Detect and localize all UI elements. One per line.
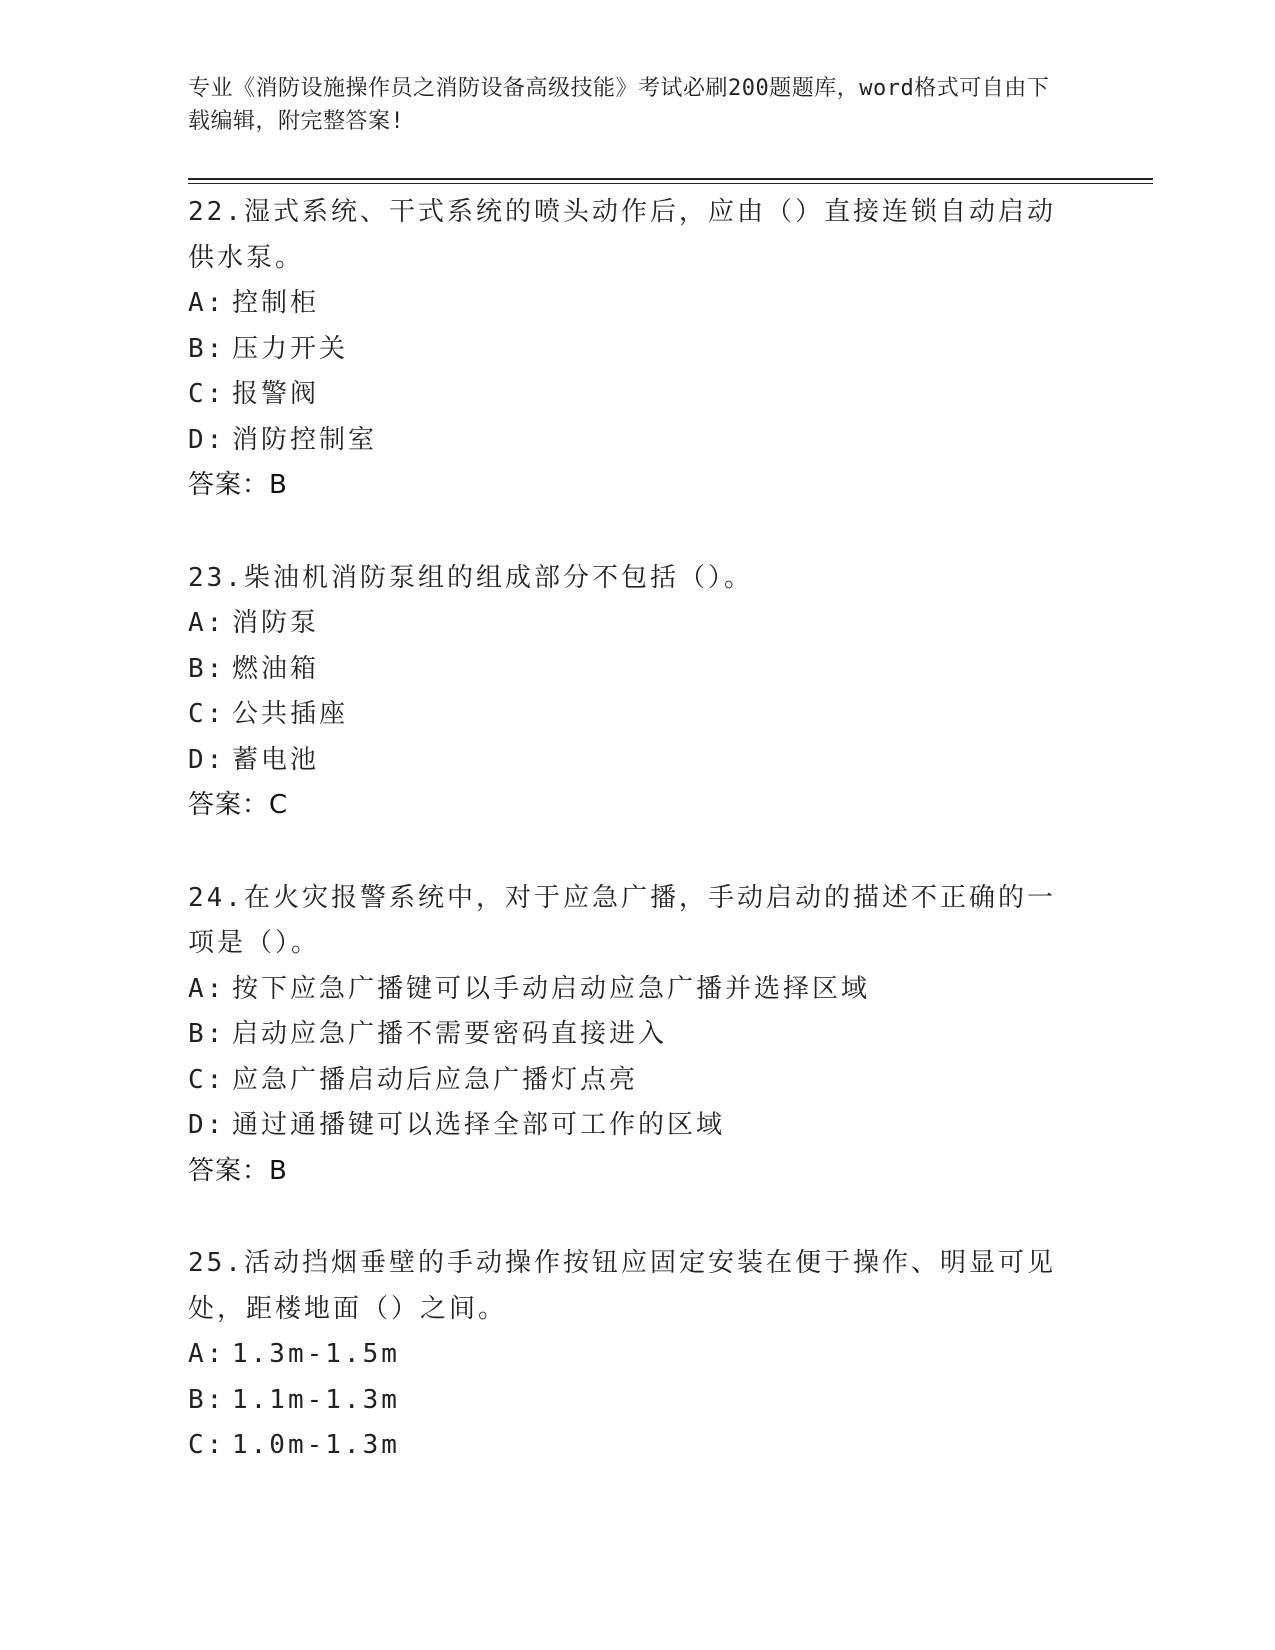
option-text: 报警阀 <box>232 379 320 409</box>
option-letter: B: <box>188 653 226 684</box>
option-d <box>188 418 1078 464</box>
option-text: 压力开关 <box>232 333 349 364</box>
option-text: 消防泵 <box>232 608 320 638</box>
answer-line: 答案：C <box>188 790 289 820</box>
option-a <box>188 601 1078 647</box>
option-a <box>188 967 1078 1013</box>
option-letter: D: <box>188 424 226 455</box>
question-stem: 24.在火灾报警系统中，对于应急广播，手动启动的描述不正确的一项是（）。 <box>188 882 1056 958</box>
question-stem: 22.湿式系统、干式系统的喷头动作后，应由（）直接连锁自动启动供水泵。 <box>188 197 1056 273</box>
option-text: 1.0m-1.3m <box>232 1430 400 1460</box>
question-item <box>188 1241 1078 1469</box>
option-d <box>188 738 1078 784</box>
answer-line: 答案：B <box>188 1155 288 1186</box>
question-item <box>188 876 1078 1195</box>
option-text: 按下应急广播键可以手动启动应急广播并选择区域 <box>232 973 871 1004</box>
option-a <box>188 281 1078 327</box>
question-stem: 23.柴油机消防泵组的组成部分不包括（）。 <box>188 562 753 593</box>
option-text: 通过通播键可以选择全部可工作的区域 <box>232 1110 726 1140</box>
option-c <box>188 1058 1078 1104</box>
answer-line: 答案：B <box>188 470 288 500</box>
option-text: 启动应急广播不需要密码直接进入 <box>232 1019 668 1049</box>
option-text: 控制柜 <box>232 288 320 318</box>
option-letter: A: <box>188 1339 226 1369</box>
option-d <box>188 1103 1078 1149</box>
option-b <box>188 1378 1078 1424</box>
option-letter: D: <box>188 1110 226 1140</box>
option-text: 燃油箱 <box>232 653 320 684</box>
option-letter: D: <box>188 744 226 775</box>
option-c <box>188 1423 1078 1469</box>
option-letter: A: <box>188 608 226 638</box>
question-stem: 25.活动挡烟垂壁的手动操作按钮应固定安装在便于操作、明显可见处，距楼地面（）之间。 <box>188 1248 1056 1324</box>
option-letter: C: <box>188 1430 226 1460</box>
header-divider-thick <box>188 178 1153 180</box>
option-letter: C: <box>188 1064 226 1095</box>
option-b <box>188 647 1078 693</box>
option-letter: C: <box>188 699 226 729</box>
option-b <box>188 327 1078 373</box>
question-list <box>188 190 1078 1516</box>
option-letter: A: <box>188 288 226 318</box>
header-divider-thin <box>188 183 1153 184</box>
option-text: 1.3m-1.5m <box>232 1339 400 1369</box>
option-text: 应急广播启动后应急广播灯点亮 <box>232 1064 639 1095</box>
option-b <box>188 1012 1078 1058</box>
question-item <box>188 556 1078 829</box>
option-letter: B: <box>188 1019 226 1049</box>
document-header: 专业《消防设施操作员之消防设备高级技能》考试必刷200题题库，word格式可自由下载编辑，附完整答案! <box>188 76 1050 134</box>
option-text: 蓄电池 <box>232 744 320 775</box>
option-c <box>188 692 1078 738</box>
option-letter: B: <box>188 1384 226 1415</box>
option-letter: C: <box>188 379 226 409</box>
option-text: 1.1m-1.3m <box>232 1384 400 1415</box>
option-letter: A: <box>188 973 226 1004</box>
option-c <box>188 372 1078 418</box>
question-item <box>188 190 1078 509</box>
option-a <box>188 1332 1078 1378</box>
option-text: 公共插座 <box>232 699 349 729</box>
option-letter: B: <box>188 333 226 364</box>
option-text: 消防控制室 <box>232 424 378 455</box>
